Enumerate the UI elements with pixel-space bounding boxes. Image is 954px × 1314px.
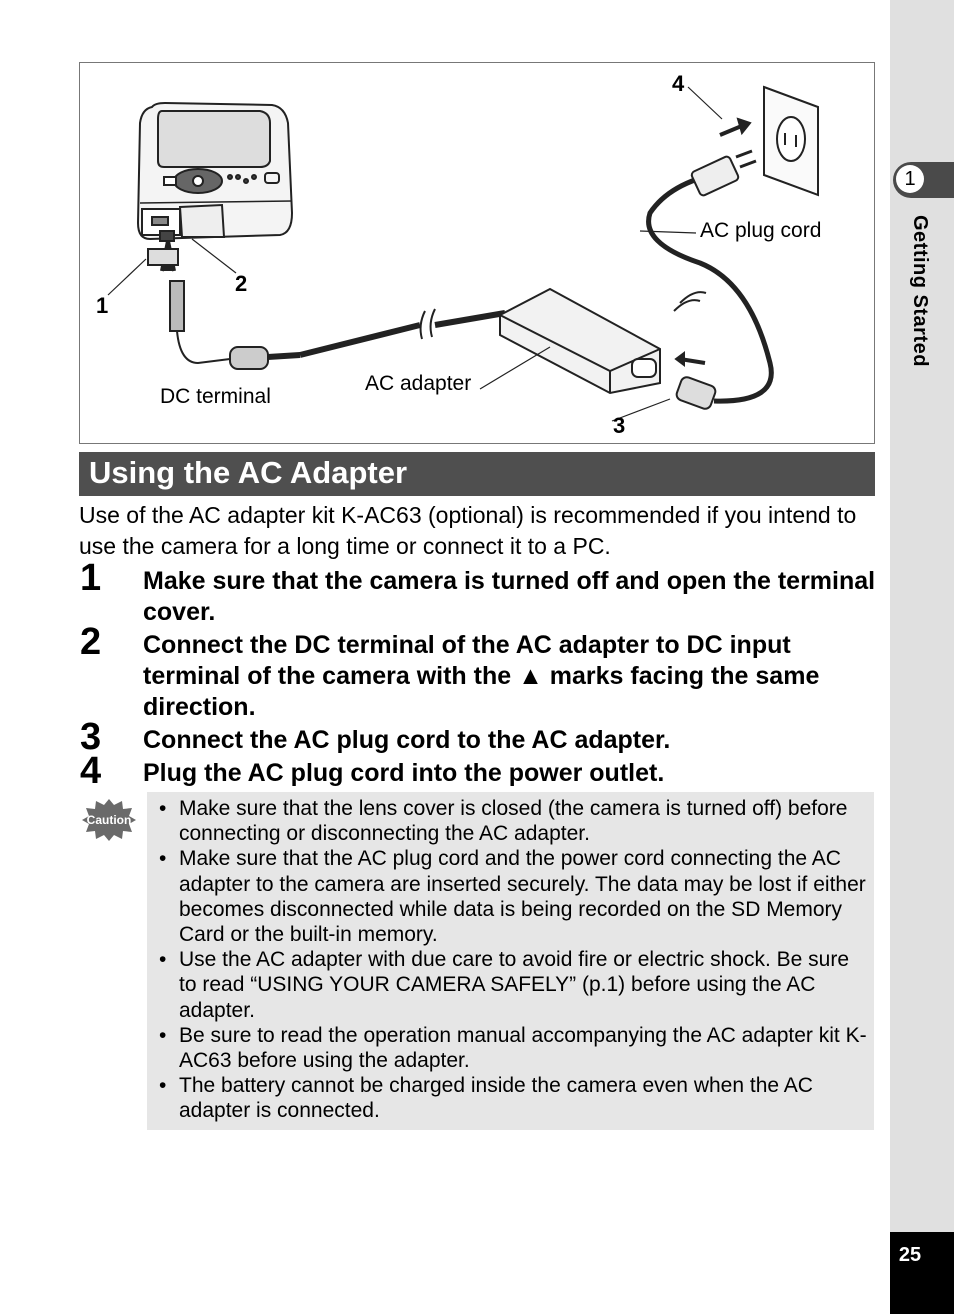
caution-item-text: Make sure that the lens cover is closed (the camera is turned off) before connecting or disconnecting the AC adapter. bbox=[179, 797, 848, 846]
caution-item: • Make sure that the AC plug cord and the power cord connecting the AC adapter to the camera are inserted securely. The data may be lost if either becomes disconnected while data is being recorded on the SD Memory Card or the built-in memory. bbox=[159, 847, 866, 947]
callout-1: 1 bbox=[96, 293, 109, 318]
page-number: 25 bbox=[898, 1244, 922, 1266]
caution-icon-label: Caution bbox=[86, 813, 132, 827]
caution-item: • Use the AC adapter with due care to avoid fire or electric shock. Be sure to read “USING YOUR CAMERA SAFELY” (p.1) before using the AC adapter. bbox=[159, 948, 850, 1022]
step-text: Connect the DC terminal of the AC adapter to DC input terminal of the camera with the ▲ marks facing the same direction. bbox=[143, 631, 820, 721]
callout-2: 2 bbox=[235, 271, 248, 296]
section-header bbox=[79, 452, 875, 496]
camera-illustration bbox=[138, 103, 292, 241]
caution-item-text: Make sure that the AC plug cord and the power cord connecting the AC adapter to the camera are inserted securely. The data may be lost if either becomes disconnected while data is being recorded on the SD Memory Card or the built-in memory. bbox=[179, 847, 866, 947]
ac-adapter-connection-figure bbox=[79, 62, 875, 444]
callout-3: 3 bbox=[613, 413, 626, 438]
intro-paragraph: Use of the AC adapter kit K-AC63 (optional) is recommended if you intend to use the camera for a long time or connect it to a PC. bbox=[79, 502, 857, 559]
caution-item-text: The battery cannot be charged inside the camera even when the AC adapter is connected. bbox=[179, 1074, 813, 1123]
caution-item-text: Be sure to read the operation manual accompanying the AC adapter kit K-AC63 before using the adapter. bbox=[179, 1023, 867, 1073]
caution-list bbox=[155, 796, 867, 1124]
step-text: Make sure that the camera is turned off and open the terminal cover. bbox=[143, 567, 876, 626]
caution-box bbox=[147, 792, 874, 1130]
label-dc-terminal: DC terminal bbox=[160, 385, 271, 408]
caution-item: • Be sure to read the operation manual accompanying the AC adapter kit K-AC63 before using the adapter. bbox=[159, 1023, 867, 1073]
step-text: Connect the AC plug cord to the AC adapter. bbox=[143, 726, 671, 754]
caution-item: • Make sure that the lens cover is closed (the camera is turned off) before connecting or disconnecting the AC adapter. bbox=[159, 797, 848, 846]
chapter-number: 1 bbox=[896, 165, 924, 193]
step-text: Plug the AC plug cord into the power outlet. bbox=[143, 759, 665, 787]
label-ac-plug-cord: AC plug cord bbox=[700, 219, 822, 242]
caution-item-text: Use the AC adapter with due care to avoid fire or electric shock. Be sure to read “USING YOUR CAMERA SAFELY” (p.1) before using the AC adapter. bbox=[179, 948, 850, 1022]
page-number-box bbox=[890, 1232, 954, 1314]
caution-item: • The battery cannot be charged inside the camera even when the AC adapter is connected. bbox=[159, 1074, 813, 1123]
step-number: 4 bbox=[80, 750, 102, 792]
caution-icon bbox=[81, 797, 137, 843]
step-number: 1 bbox=[80, 557, 102, 599]
step-number: 3 bbox=[80, 716, 102, 758]
step-number: 2 bbox=[80, 621, 102, 663]
label-ac-adapter: AC adapter bbox=[365, 372, 472, 395]
ac-adapter-illustration bbox=[500, 289, 660, 393]
chapter-title: Getting Started bbox=[909, 215, 931, 367]
callout-4: 4 bbox=[672, 71, 685, 96]
section-title: Using the AC Adapter bbox=[89, 455, 408, 490]
chapter-badge bbox=[893, 162, 954, 198]
